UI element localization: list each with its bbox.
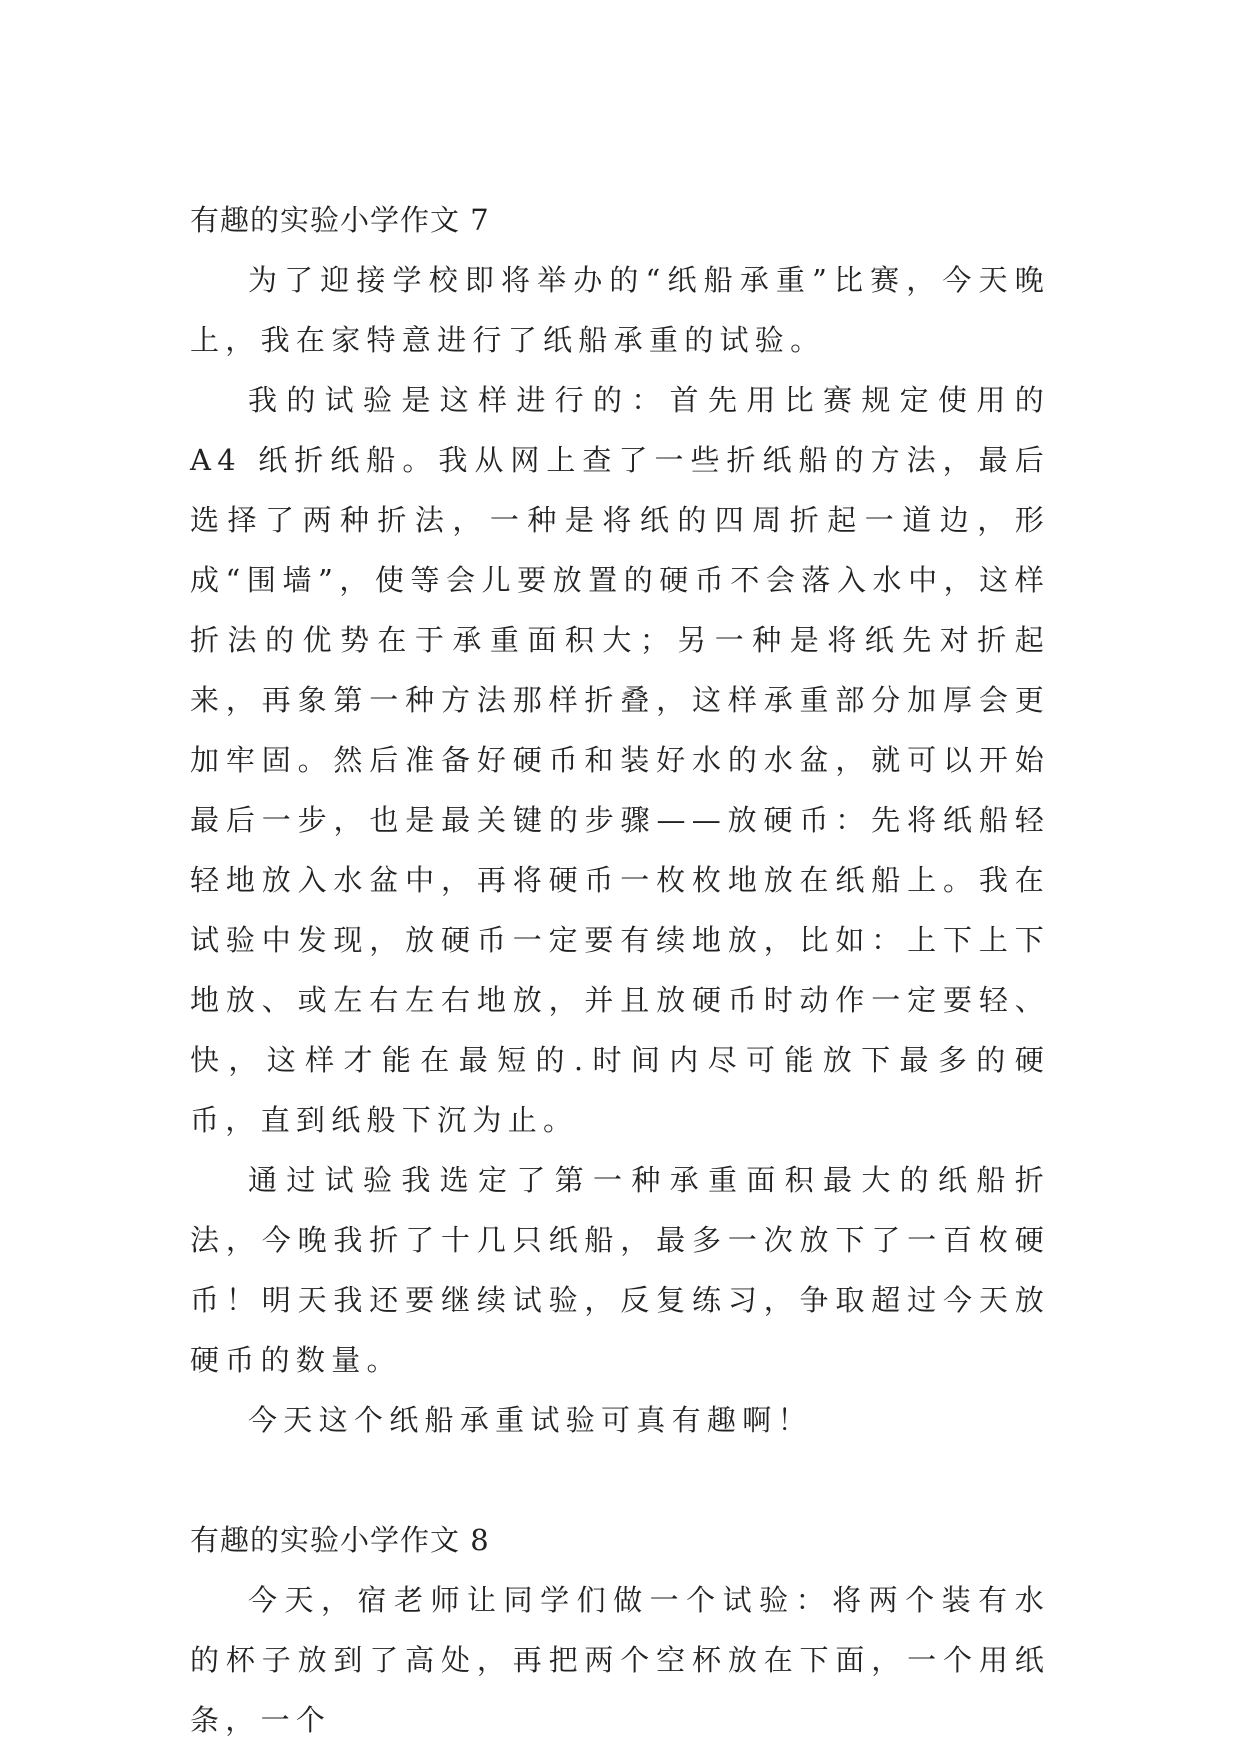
paragraph: 今天这个纸船承重试验可真有趣啊！ — [248, 1403, 813, 1437]
document-page — [190, 190, 1050, 1750]
paragraph: 今天，宿老师让同学们做一个试验：将两个装有水的杯子放到了高处，再把两个空杯放在下面，一个用纸条，一个 — [190, 1583, 1050, 1737]
paragraph: 为了迎接学校即将举办的“纸船承重”比赛，今天晚上，我在家特意进行了纸船承重的试验。 — [190, 263, 1050, 357]
essay-section-7 — [190, 190, 1050, 1450]
section-title: 有趣的实验小学作文 8 — [190, 1523, 490, 1557]
section-title: 有趣的实验小学作文 7 — [190, 203, 490, 237]
essay-section-8 — [190, 1510, 1050, 1750]
paragraph: 我的试验是这样进行的：首先用比赛规定使用的 A4 纸折纸船。我从网上查了一些折纸船的方法，最后选择了两种折法，一种是将纸的四周折起一道边，形成“围墙”，使等会儿要放置的硬币不会落入水中，这样折法的优势在于承重面积大；另一种是将纸先对折起来，再象第一种方法那样折叠，这样承重部分加厚会更加牢固。然后准备好硬币和装好水的水盆，就可以开始最后一步，也是最关键的步骤——放硬币：先将纸船轻轻地放入水盆中，再将硬币一枚枚地放在纸船上。我在试验中发现，放硬币一定要有续地放，比如：上下上下地放、或左右左右地放，并且放硬币时动作一定要轻、快，这样才能在最短的.时间内尽可能放下最多的硬币，直到纸般下沉为止。 — [190, 383, 1050, 1137]
section-spacer — [190, 1450, 1050, 1510]
paragraph: 通过试验我选定了第一种承重面积最大的纸船折法，今晚我折了十几只纸船，最多一次放下了一百枚硬币！明天我还要继续试验，反复练习，争取超过今天放硬币的数量。 — [190, 1163, 1050, 1377]
